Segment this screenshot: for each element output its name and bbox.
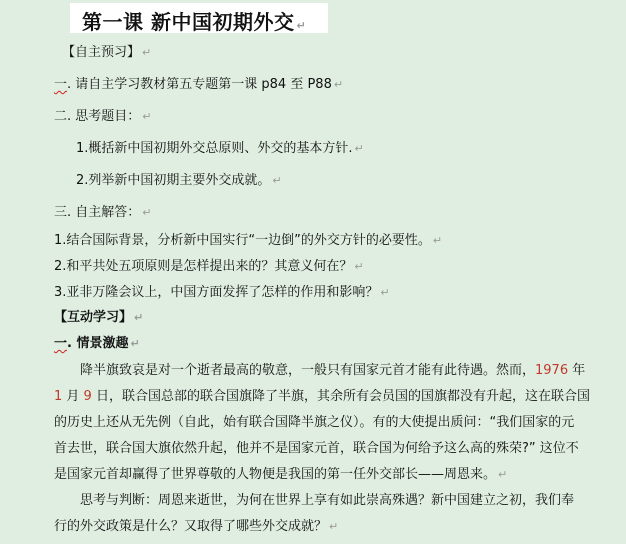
story-line-1-text: 降半旗致哀是对一个逝者最高的敬意，一般只有国家元首才能有此待遇。然而， xyxy=(80,363,536,378)
day-number: 9 xyxy=(83,389,92,404)
paragraph-mark: ↵ xyxy=(134,311,144,324)
question-1-text: 1.结合国际背景，分析新中国实行“一边倒”的外交方针的必要性。 xyxy=(54,233,431,248)
paragraph-mark: ↵ xyxy=(142,206,152,219)
question-2-text: 2.和平共处五项原则是怎样提出来的？其意义何在？ xyxy=(54,259,353,274)
paragraph-mark: ↵ xyxy=(329,520,339,533)
task-item-2-sub-2-text: 2.列举新中国初期主要外交成就。 xyxy=(76,173,271,188)
month-number: 1 xyxy=(54,389,63,404)
reflection-line-2 xyxy=(54,514,574,540)
paragraph-mark: ↵ xyxy=(333,78,344,91)
page-title-text: 第一课 新中国初期外交 xyxy=(82,10,295,34)
paragraph-mark: ↵ xyxy=(354,142,364,155)
paragraph-mark: ↵ xyxy=(432,234,443,247)
scene-heading xyxy=(54,335,140,353)
year-suffix: 年 xyxy=(568,363,586,378)
story-line-5-text: 是国家元首却赢得了世界尊敬的人物便是我国的第一任外交部长——周恩来。 xyxy=(54,467,497,482)
task-item-3 xyxy=(54,204,151,222)
month-suffix: 月 xyxy=(62,389,84,404)
paragraph-mark: ↵ xyxy=(142,46,152,59)
reflection-line-1: 思考与判断：周恩来逝世，为何在世界上享有如此崇高殊遇？新中国建立之初，我们奉 xyxy=(80,493,575,508)
story-line-4: 首去世，联合国大旗依然升起，他并不是国家元首，联合国为何给予这么高的殊荣?” 这位不 xyxy=(54,441,579,456)
paragraph-mark: ↵ xyxy=(498,468,508,481)
scene-heading-text: . 情景激趣 xyxy=(67,336,129,351)
story-line-2-text: 日，联合国总部的联合国旗降了半旗，其余所有会员国的国旗都没有升起，这在联合国 xyxy=(91,389,590,404)
story-line-2 xyxy=(54,384,590,410)
task-item-1-prefix: 一 xyxy=(54,77,68,92)
paragraph-mark: ↵ xyxy=(380,286,390,299)
task-item-2-text: 二. 思考题目： xyxy=(54,109,141,124)
question-3-text: 3.亚非万隆会议上，中国方面发挥了怎样的作用和影响？ xyxy=(54,285,379,300)
reflection-line-2-text: 行的外交政策是什么？又取得了哪些外交成就？ xyxy=(54,519,328,534)
reflection-paragraph xyxy=(54,488,574,540)
task-item-2-sub-1 xyxy=(76,140,364,158)
task-item-2 xyxy=(54,108,151,126)
paragraph-mark: ↵ xyxy=(296,19,307,32)
story-line-3: 的历史上还从无先例（自此，始有联合国降半旗之仪）。有的大使提出质问：“我们国家的元 xyxy=(54,415,575,430)
task-item-1 xyxy=(54,76,343,94)
interactive-header xyxy=(54,309,143,327)
task-item-1-text: . 请自主学习教材第五专题第一课 p84 至 P88 xyxy=(67,77,332,92)
interactive-header-text: 【互动学习】 xyxy=(54,310,133,325)
task-item-2-sub-2 xyxy=(76,172,282,190)
preview-header xyxy=(62,44,151,62)
year-number: 1976 xyxy=(535,363,569,378)
task-item-2-sub-1-text: 1.概括新中国初期外交总原则、外交的基本方针. xyxy=(76,141,353,156)
paragraph-mark: ↵ xyxy=(142,110,152,123)
question-1 xyxy=(54,232,442,250)
question-2 xyxy=(54,258,364,276)
story-line-1 xyxy=(54,358,590,384)
task-item-3-text: 三. 自主解答： xyxy=(54,205,141,220)
question-3 xyxy=(54,284,390,302)
paragraph-mark: ↵ xyxy=(354,260,364,273)
paragraph-mark: ↵ xyxy=(272,174,282,187)
story-paragraph xyxy=(54,358,590,488)
preview-header-text: 【自主预习】 xyxy=(62,45,141,60)
page-title xyxy=(82,6,306,35)
scene-heading-prefix: 一 xyxy=(54,336,68,351)
story-line-5 xyxy=(54,462,590,488)
paragraph-mark: ↵ xyxy=(130,337,140,350)
